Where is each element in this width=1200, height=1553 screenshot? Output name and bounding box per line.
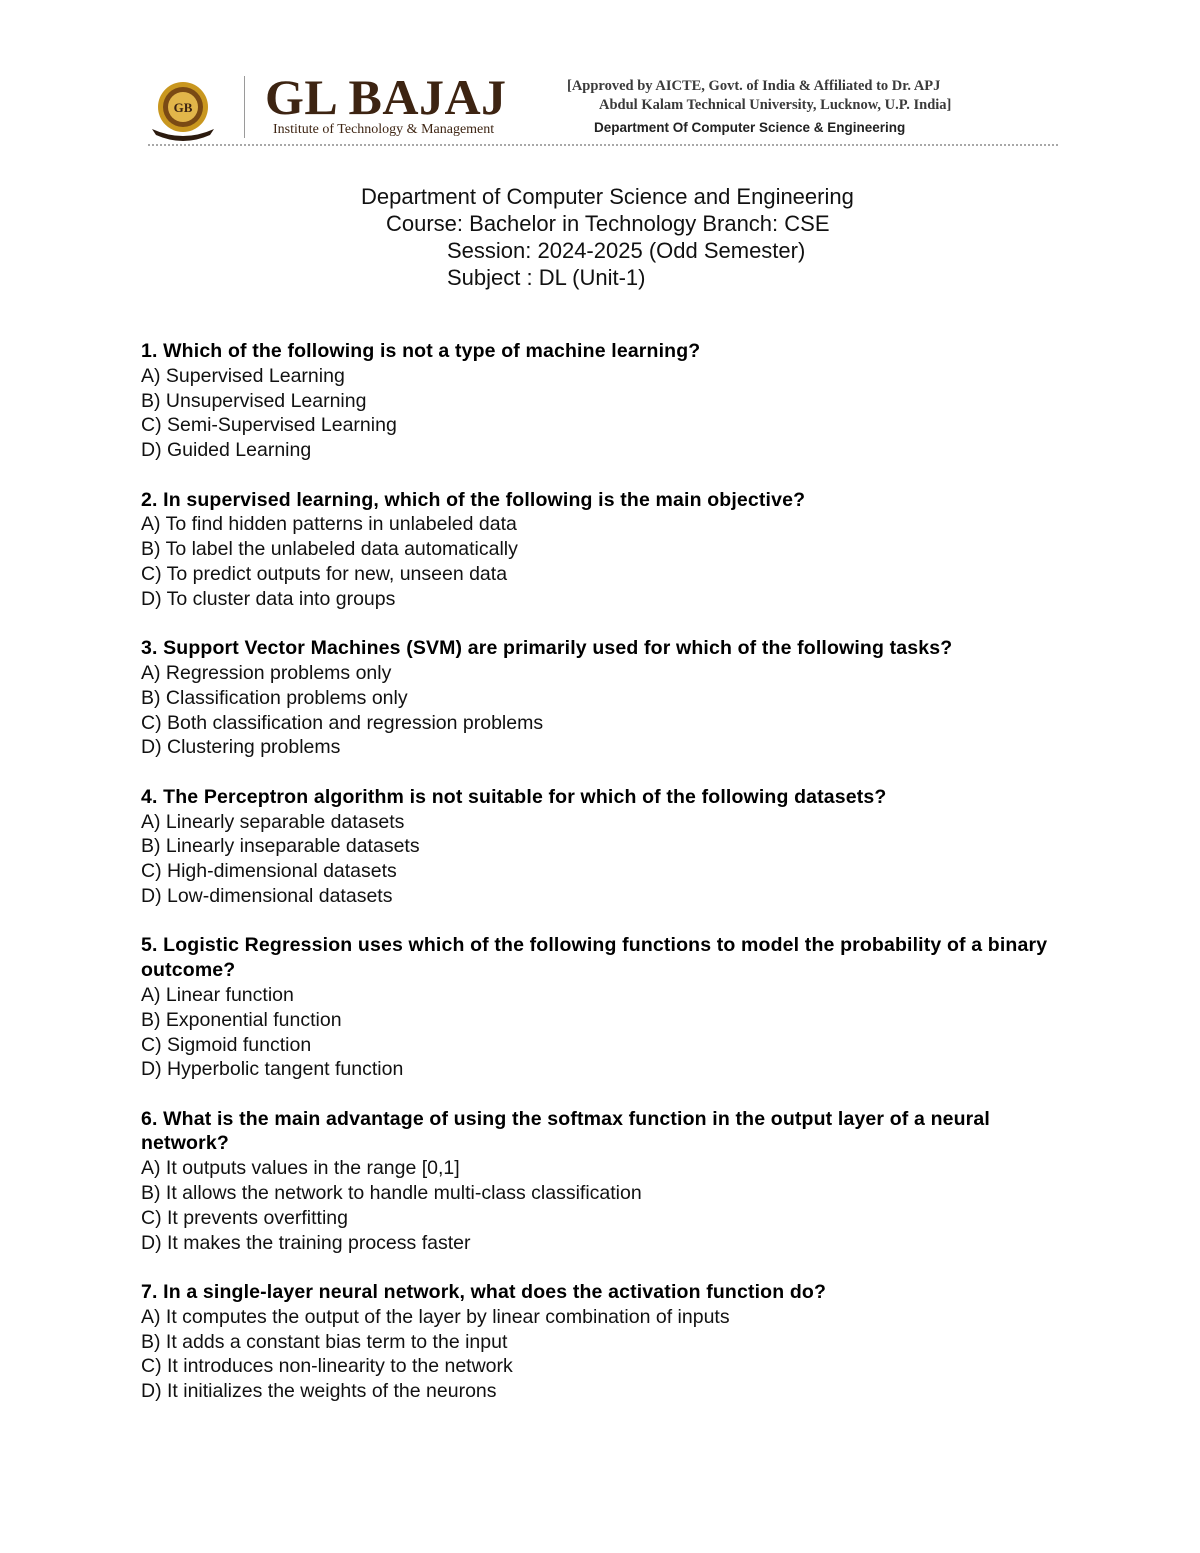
question-4 — [141, 785, 1071, 909]
letterhead — [140, 69, 1060, 152]
option-b: B) To label the unlabeled data automatically — [141, 538, 518, 561]
question-5 — [141, 933, 1071, 1082]
approval-line-1: [Approved by AICTE, Govt. of India & Affiliated to Dr. APJ — [567, 78, 941, 94]
option-d: D) Clustering problems — [141, 736, 341, 759]
option-d: D) It makes the training process faster — [141, 1231, 471, 1254]
option-b: B) It adds a constant bias term to the input — [141, 1330, 508, 1353]
option-a: A) Regression problems only — [141, 661, 392, 684]
question-text: 2. In supervised learning, which of the following is the main objective? — [141, 488, 806, 511]
question-1 — [141, 339, 1071, 463]
option-c: C) It prevents overfitting — [141, 1206, 348, 1229]
approval-line-2: Abdul Kalam Technical University, Lucknow, U.P. India] — [599, 97, 952, 113]
question-3 — [141, 636, 1071, 760]
option-d: D) Hyperbolic tangent function — [141, 1058, 404, 1081]
option-d: D) It initializes the weights of the neurons — [141, 1380, 497, 1403]
option-a: A) It outputs values in the range [0,1] — [141, 1157, 460, 1180]
option-d: D) Guided Learning — [141, 439, 312, 462]
question-text: 3. Support Vector Machines (SVM) are primarily used for which of the following tasks? — [141, 637, 953, 660]
question-text: 7. In a single-layer neural network, what does the activation function do? — [141, 1281, 827, 1304]
option-c: C) It introduces non-linearity to the network — [141, 1355, 513, 1378]
institute-name: GL BAJAJ — [265, 69, 507, 125]
option-b: B) Unsupervised Learning — [141, 389, 367, 412]
question-2 — [141, 488, 1071, 612]
letterhead-divider — [244, 76, 245, 138]
option-a: A) Supervised Learning — [141, 364, 345, 387]
question-list — [141, 339, 1071, 1429]
option-c: C) Both classification and regression problems — [141, 711, 544, 734]
svg-text:GB: GB — [173, 100, 193, 115]
question-text: 4. The Perceptron algorithm is not suitable for which of the following datasets? — [141, 785, 887, 808]
document-header — [0, 183, 1200, 291]
option-c: C) Semi-Supervised Learning — [141, 414, 397, 437]
institute-subtitle: Institute of Technology & Management — [273, 122, 495, 137]
institute-seal-logo — [144, 79, 222, 141]
option-c: C) Sigmoid function — [141, 1033, 312, 1056]
option-a: A) It computes the output of the layer by linear combination of inputs — [141, 1305, 730, 1328]
option-a: A) To find hidden patterns in unlabeled data — [141, 513, 517, 536]
option-c: C) High-dimensional datasets — [141, 860, 397, 883]
option-a: A) Linear function — [141, 983, 294, 1006]
option-d: D) To cluster data into groups — [141, 587, 396, 610]
question-text: 1. Which of the following is not a type of machine learning? — [141, 340, 701, 362]
letterhead-dotted-rule — [148, 144, 1058, 146]
option-c: C) To predict outputs for new, unseen data — [141, 562, 508, 585]
option-b: B) Classification problems only — [141, 686, 408, 709]
letterhead-department: Department Of Computer Science & Engineering — [594, 120, 906, 135]
approval-block — [567, 77, 951, 137]
department-title: Department of Computer Science and Engineering — [361, 184, 854, 209]
option-b: B) Linearly inseparable datasets — [141, 835, 420, 858]
option-b: B) It allows the network to handle multi-class classification — [141, 1182, 642, 1205]
question-text: 5. Logistic Regression uses which of the following functions to model the probability of a binary outcome? — [141, 934, 1048, 982]
option-a: A) Linearly separable datasets — [141, 810, 405, 833]
option-d: D) Low-dimensional datasets — [141, 884, 393, 907]
option-b: B) Exponential function — [141, 1008, 342, 1031]
session-line: Session: 2024-2025 (Odd Semester) — [447, 238, 806, 263]
question-7 — [141, 1280, 1071, 1404]
subject-line: Subject : DL (Unit-1) — [447, 265, 646, 290]
question-text: 6. What is the main advantage of using the softmax function in the output layer of a neural network? — [141, 1107, 990, 1155]
question-6 — [141, 1107, 1071, 1256]
course-line: Course: Bachelor in Technology Branch: CSE — [386, 211, 830, 236]
